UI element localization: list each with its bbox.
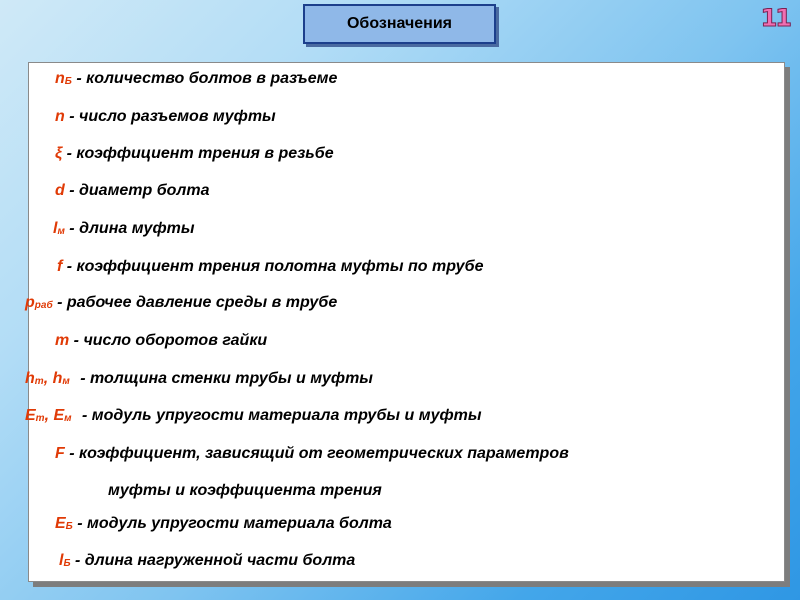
definition-row [55, 142, 334, 166]
symbol: n [55, 108, 65, 125]
definition-row-continuation [108, 479, 382, 503]
definition-text: - модуль упругости материала болта [72, 515, 392, 532]
definition-row [25, 404, 482, 428]
definition-row [53, 217, 194, 241]
definition-row [55, 105, 276, 129]
symbol: l [59, 552, 64, 569]
symbol-subscript-second: м [62, 376, 70, 387]
symbol-subscript: т [34, 376, 44, 387]
symbol: f [57, 258, 63, 275]
symbol: n [55, 70, 65, 87]
symbol-subscript: Б [63, 558, 71, 569]
definition-text: - коэффициент, зависящий от геометрических параметров [64, 445, 569, 462]
symbol-subscript: Б [65, 521, 73, 532]
symbol: m [55, 332, 70, 349]
definition-row [55, 329, 267, 353]
definition-text: - рабочее давление среды в трубе [52, 294, 338, 311]
definition-text: - коэффициент трения в резьбе [62, 145, 334, 162]
symbol: ξ [55, 145, 63, 162]
definition-row [55, 512, 392, 536]
definition-row [55, 442, 569, 466]
definition-text: - число оборотов гайки [69, 332, 268, 349]
symbol: E [25, 407, 36, 424]
symbol: p [25, 294, 35, 311]
definition-row [55, 67, 337, 91]
definition-text: - длина муфты [64, 220, 195, 237]
symbol-subscript: м [57, 226, 65, 237]
definition-text: - количество болтов в разъеме [71, 70, 338, 87]
symbol-second: , E [44, 407, 65, 424]
symbol-subscript: Б [64, 76, 72, 87]
definition-row [55, 179, 210, 203]
definition-row [59, 549, 355, 573]
definition-text: - диаметр болта [64, 182, 210, 199]
page-title: Обозначения [303, 4, 496, 44]
symbol: E [55, 515, 66, 532]
symbol-subscript: раб [34, 300, 53, 311]
symbol: d [55, 182, 65, 199]
definition-text: - длина нагруженной части болта [70, 552, 356, 569]
definition-row [25, 367, 373, 391]
definition-text: - модуль упругости материала трубы и муфты [77, 407, 482, 424]
symbol: h [25, 370, 35, 387]
symbol: F [55, 445, 65, 462]
page-number: 11 [760, 4, 790, 32]
symbol: l [53, 220, 58, 237]
symbol-subscript-second: м [64, 413, 72, 424]
definition-text: - число разъемов муфты [64, 108, 276, 125]
content-panel [25, 62, 785, 582]
definition-row [25, 291, 337, 315]
definition-text: муфты и коэффициента трения [108, 482, 382, 499]
definition-text: - толщина стенки трубы и муфты [75, 370, 373, 387]
symbol-subscript: т [35, 413, 45, 424]
definition-text: - коэффициент трения полотна муфты по трубе [62, 258, 484, 275]
symbol-second: , h [43, 370, 63, 387]
definition-row [57, 255, 483, 279]
